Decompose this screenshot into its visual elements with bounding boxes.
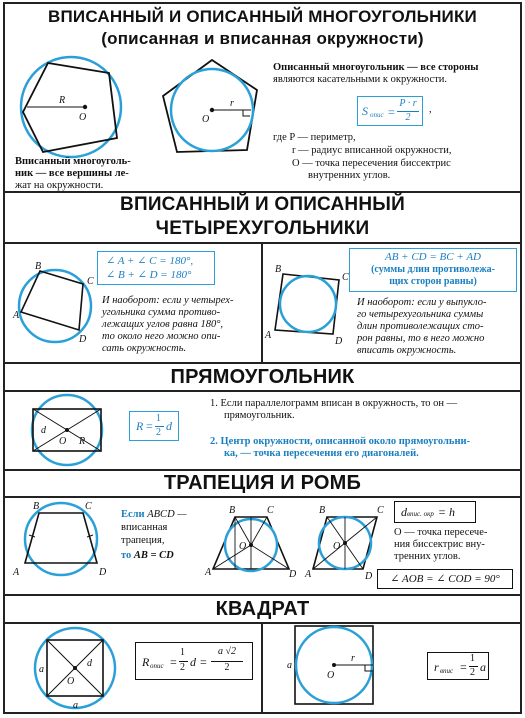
converse-insc-2: угольника сумма противо- [102, 307, 221, 318]
sq2-O: O [327, 670, 335, 681]
center-label-O3: O [59, 436, 67, 447]
circumscribed-polygon-figure [157, 52, 267, 162]
rect-point2-1: 2. Центр окружности, описанной около прямоугольни- [210, 436, 471, 447]
square-R-formula [135, 642, 253, 680]
diag-label-d: d [41, 425, 46, 436]
converse-insc-1: И наоборот: если у четырех- [102, 295, 234, 306]
rect-num: 1 [156, 413, 161, 424]
trap2-D: D [289, 569, 297, 580]
sqr-a: a [480, 660, 486, 674]
o-definition-1: O — точка пересечения биссектрис [292, 158, 451, 169]
quads-title-1: ВПИСАННЫЙ И ОПИСАННЫЙ [120, 194, 405, 215]
rh-O: O [333, 541, 341, 552]
sqR-eq2: = [200, 655, 207, 669]
converse-insc-5: сать окружность. [102, 343, 187, 354]
sqR-d: d [190, 655, 196, 669]
dia-d: d [401, 505, 407, 519]
trap-if: Если [121, 509, 145, 520]
rect-point1-1: 1. Если параллелограмм вписан в окружность, то он — [210, 398, 458, 409]
main-subtitle: (описанная и вписанная окружности) [101, 29, 424, 48]
sq2-a: a [287, 660, 292, 671]
center-label-O2: O [202, 114, 210, 125]
inscribed-caption-2: ник — все вершины ле- [15, 168, 129, 179]
converse-circ-5: вписать окружность. [357, 345, 457, 356]
center-label-O: O [79, 112, 87, 123]
sq2-r: r [351, 653, 355, 664]
converse-circ-3: длин противолежащих сто- [357, 321, 484, 332]
inscribed-polygon-figure [13, 52, 133, 162]
angle-eq-box [377, 569, 513, 589]
inscribed-diameter-formula [394, 501, 476, 523]
trap-o-1: O — точка пересече- [394, 527, 488, 538]
angle-rule-1: ∠ A + ∠ C = 180°, [106, 255, 194, 267]
rect-den: 2 [156, 427, 161, 438]
sq-O: O [67, 676, 75, 687]
sq-a-left: a [39, 664, 44, 675]
dia-rhs: = h [437, 505, 456, 519]
sqR-eq1: = [170, 655, 177, 669]
sides-rule-3: щих сторон равны) [389, 276, 477, 287]
vertex-B2: B [275, 264, 282, 275]
main-title: ВПИСАННЫЙ И ОПИСАННЫЙ МНОГОУГОЛЬНИКИ [48, 7, 477, 26]
sqR-den2: 2 [224, 662, 230, 673]
trap-then: то [121, 550, 132, 561]
trapezoid-figure [13, 499, 113, 581]
trap-conclusion: AB = CD [133, 550, 174, 561]
trap2-A: A [205, 567, 212, 578]
trap-rule-3: трапеция, [121, 535, 165, 546]
square-inscribed-figure [287, 624, 377, 712]
trapezoid-inscribed-circle-figure [205, 499, 297, 579]
rh-A: A [305, 569, 312, 580]
trap2-B: B [229, 505, 236, 516]
sqr-sub: впис [440, 667, 454, 675]
sqr-lhs: r [434, 660, 439, 674]
sqR-sub: опис [150, 662, 164, 670]
angle-rule-2: ∠ B + ∠ D = 180° [106, 269, 192, 281]
trap-o-2: ния биссектрис вну- [394, 539, 485, 550]
vertex-D2: D [335, 336, 343, 347]
square-circumscribed-figure [29, 628, 119, 714]
converse-circ-2: го четырехугольника суммы [357, 309, 484, 320]
rh-C: C [377, 505, 384, 516]
r-definition: r — радиус вписанной окружности, [292, 145, 452, 156]
converse-insc-4: то около него можно опи- [102, 331, 221, 342]
vertex-C2: C [342, 272, 349, 283]
trap-o-3: тренних углов. [394, 551, 461, 562]
area-formula-box: S опис = P · r 2 [357, 96, 423, 126]
inscribed-quad-figure [13, 254, 98, 349]
sides-rule-2: (суммы длин противолежа- [371, 264, 495, 275]
rect-point2-2: ка, — точка пересечения его диагоналей. [224, 448, 419, 459]
square-r-formula [427, 652, 489, 680]
formula-num: P · r [399, 98, 417, 109]
converse-circ-4: рон равны, то в него можно [357, 333, 485, 344]
vertex-B: B [35, 261, 42, 272]
converse-insc-3: лежащих углов равна 180°, [102, 319, 224, 330]
sq-d: d [87, 658, 92, 669]
sqR-den1: 2 [180, 662, 185, 673]
formula-S-sub: опис [370, 111, 384, 119]
trap-name: ABCD — [147, 509, 187, 520]
trap-rule-2: вписанная [121, 522, 168, 533]
quads-title-2: ЧЕТЫРЕХУГОЛЬНИКИ [155, 218, 370, 239]
radius-label-R: R [59, 95, 66, 106]
circumscribed-text-1: Описанный многоугольник — все стороны [273, 62, 479, 73]
dia-sub: впис. окр [407, 510, 434, 518]
angle-rule-box [97, 251, 215, 285]
rh-B: B [319, 505, 326, 516]
rect-point1-2: прямоугольник. [224, 410, 295, 421]
radius-label-R2: R [79, 436, 86, 447]
rect-R: R [136, 419, 144, 433]
rect-d: d [166, 419, 172, 433]
sqr-den: 2 [470, 667, 475, 678]
sqR-num2: a √2 [218, 646, 236, 657]
sqR-num1: 1 [180, 647, 185, 658]
circumscribed-text-2: являются касательными к окружности. [273, 74, 448, 85]
sides-rule-box [349, 248, 517, 292]
rh-D: D [365, 571, 373, 582]
trap-rule-4 [121, 550, 174, 563]
rectangle-title: ПРЯМОУГОЛЬНИК [170, 366, 355, 388]
circumscribed-quad-figure [263, 254, 353, 349]
vertex-A: A [13, 310, 20, 321]
trap-A: A [13, 567, 20, 578]
where-perimeter: где P — периметр, [273, 132, 356, 143]
sides-rule-1: AB + CD = BC + AD [384, 251, 481, 263]
rhombus-figure [305, 499, 385, 582]
inscribed-caption-3: жат на окружности. [15, 180, 104, 191]
sqr-num: 1 [470, 653, 475, 664]
poster: ВПИСАННЫЙ И ОПИСАННЫЙ МНОГОУГОЛЬНИКИ (описанная и вписанная окружности) R O Вписанный многоуголь- ник — все вершины ле- жат на окружности. r O Описанный многоугольник — все стороны являются касательными к окружности. S опис = P · r 2 , где P — периметр, r — радиус вписанной окружности, O — точка пересечения биссектрис внутренних углов. ВПИСАННЫЙ И ОПИСАННЫЙ ЧЕТЫРЕХУГОЛЬНИКИ B C A D ∠ A + ∠ C = 180°, ∠ B + ∠ D = 180° И наоборот: если у четырех- угольника сумма противо- лежащих углов равна 180°, то около него можно опи- сать окружность. B C A D AB + CD = BC + AD (суммы длин противолежа- щих сторон равны) И наоборот: если у выпукло- го четырехугольника суммы длин противолежащих сто- рон равны, то в него можно вписать окружность. ПРЯМОУГОЛЬНИК d O R R = 1 2 d 1. Если параллелограмм вписан в окружность, то он — прямоугольник. 2. Центр окружности, описанной около прямоугольни- ка, — точка пересечения его диагоналей. ТРАПЕЦИЯ И РОМБ B C A D Если ABCD — вписанная трапеция, то AB = CD B C A D O B C A D O dвпис. окр = h O — точка пересече- ния биссектрис вну- тренних углов. ∠ AOB = ∠ COD = 90° КВАДРАТ a a d O R опис = 1 2 d = a √2 2 r a O r впис = 1 2 a [3, 2, 522, 714]
radius-label-r: r [230, 98, 234, 109]
rectangle-figure [19, 393, 115, 467]
trap-B: B [33, 501, 40, 512]
sqr-eq: = [460, 660, 467, 674]
sqR-lhs: R [142, 655, 150, 669]
inscribed-caption-1: Вписанный многоуголь- [15, 156, 131, 167]
o-definition-2: внутренних углов. [308, 170, 391, 181]
trap2-C: C [267, 505, 274, 516]
trap-D: D [99, 567, 107, 578]
trap-C: C [85, 501, 92, 512]
square-title: КВАДРАТ [215, 598, 310, 620]
trap-rule-1 [121, 509, 187, 522]
formula-S: S [362, 104, 368, 118]
converse-circ-1: И наоборот: если у выпукло- [357, 297, 487, 308]
vertex-D: D [79, 334, 87, 345]
rect-formula-box: R = 1 2 d [129, 411, 179, 441]
trap2-O: O [239, 541, 247, 552]
sq-a-bottom: a [73, 700, 78, 711]
vertex-C: C [87, 276, 94, 287]
trapezoid-title: ТРАПЕЦИЯ И РОМБ [163, 472, 362, 494]
formula-den: 2 [405, 112, 411, 123]
vertex-A2: A [265, 330, 272, 341]
angle-eq: ∠ AOB = ∠ COD = 90° [390, 573, 500, 585]
